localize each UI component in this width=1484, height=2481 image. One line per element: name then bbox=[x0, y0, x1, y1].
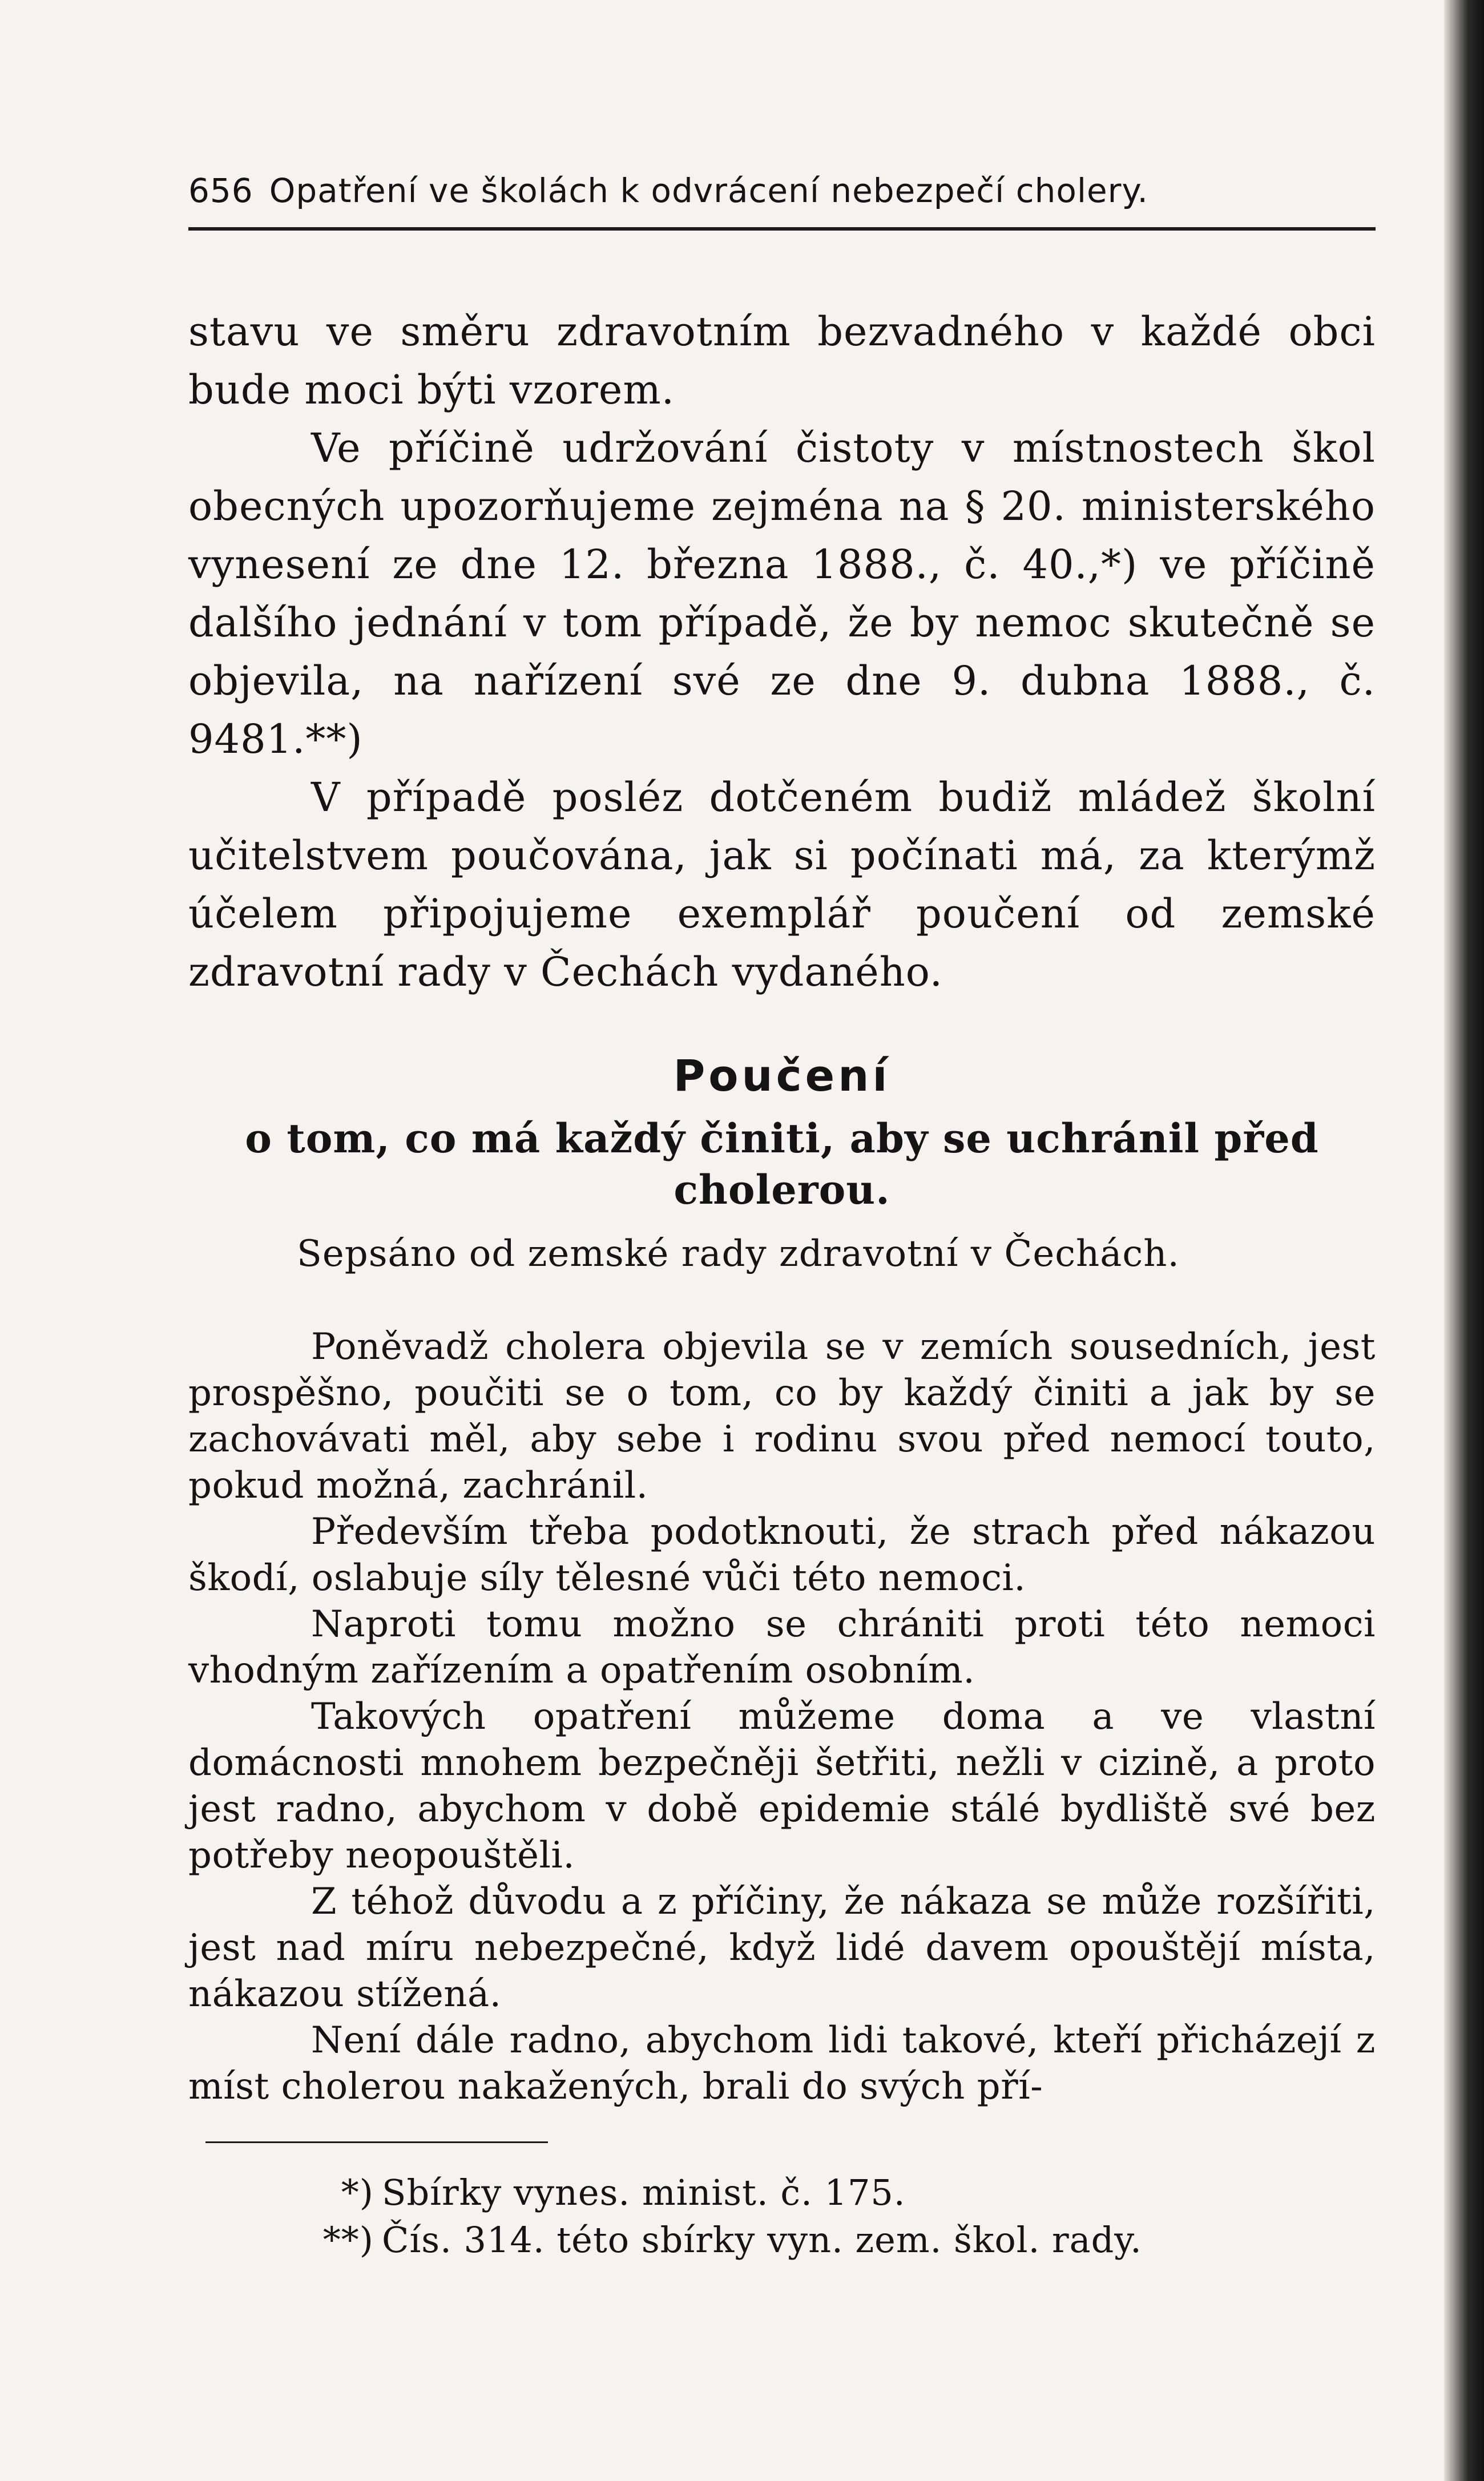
running-title: Opatření ve školách k odvrácení nebezpečí cholery. bbox=[269, 171, 1148, 210]
section-subtitle: o tom, co má každý činiti, aby se uchránil před cholerou. bbox=[245, 1115, 1319, 1213]
footnote-mark: **) bbox=[322, 2219, 374, 2261]
paragraph: Poněvadž cholera objevila se v zemích sousedních, jest prospěšno, poučiti se o tom, co by každý činiti a jak by se zachovávati měl, aby sebe i rodinu svou před nemocí touto, pokud možná, zachránil. bbox=[188, 1326, 1376, 1507]
running-head bbox=[188, 171, 1376, 217]
paragraph: V případě posléz dotčeném budiž mládež školní učitelstvem poučována, jak si počínati má, za kterýmž účelem připojujeme exemplář poučení od zemské zdravotní rady v Čechách vydaného. bbox=[188, 774, 1376, 995]
body-text-top bbox=[188, 302, 1376, 1001]
footnote bbox=[320, 2169, 1376, 2216]
footnote-text: Sbírky vynes. minist. č. 175. bbox=[382, 2172, 906, 2213]
paragraph: Z téhož důvodu a z příčiny, že nákaza se může rozšířiti, jest nad míru nebezpečné, když lidé davem opouštějí místa, nákazou stížená. bbox=[188, 1881, 1376, 2015]
paragraph: Ve příčině udržování čistoty v místnostech škol obecných upozorňujeme zejména na § 20. ministerského vynesení ze dne 12. března 1888., č. 40.,*) ve příčině dalšího jednání v tom případě, že by nemoc skutečně se objevila, na nařízení své ze dne 9. dubna 1888., č. 9481.**) bbox=[188, 425, 1376, 763]
footnote-rule bbox=[205, 2141, 548, 2143]
body-text-bottom bbox=[188, 1324, 1376, 2110]
paragraph: Především třeba podotknouti, že strach před nákazou škodí, oslabuje síly tělesné vůči této nemoci. bbox=[188, 1511, 1376, 1599]
section-attribution: Sepsáno od zemské rady zdravotní v Čechách. bbox=[297, 1233, 1180, 1275]
paragraph: Není dále radno, abychom lidi takové, kteří přicházejí z míst cholerou nakažených, brali do svých pří- bbox=[188, 2019, 1376, 2108]
page-number: 656 bbox=[188, 171, 253, 210]
footnote-text: Čís. 314. této sbírky vyn. zem. škol. rady. bbox=[382, 2219, 1142, 2261]
footnotes bbox=[320, 2169, 1376, 2264]
section-title: Poučení bbox=[673, 1050, 891, 1101]
paragraph: stavu ve směru zdravotním bezvadného v každé obci bude moci býti vzorem. bbox=[188, 308, 1376, 413]
footnote bbox=[320, 2216, 1376, 2264]
page-edge-shadow bbox=[1444, 0, 1484, 2481]
paragraph: Naproti tomu možno se chrániti proti této nemoci vhodným zařízením a opatřením osobním. bbox=[188, 1603, 1376, 1692]
header-rule bbox=[188, 227, 1376, 231]
footnote-mark: *) bbox=[341, 2172, 374, 2213]
paragraph: Takových opatření můžeme doma a ve vlastní domácnosti mnohem bezpečněji šetřiti, nežli v cizině, a proto jest radno, abychom v době epidemie stálé bydliště své bez potřeby neopouštěli. bbox=[188, 1696, 1376, 1877]
